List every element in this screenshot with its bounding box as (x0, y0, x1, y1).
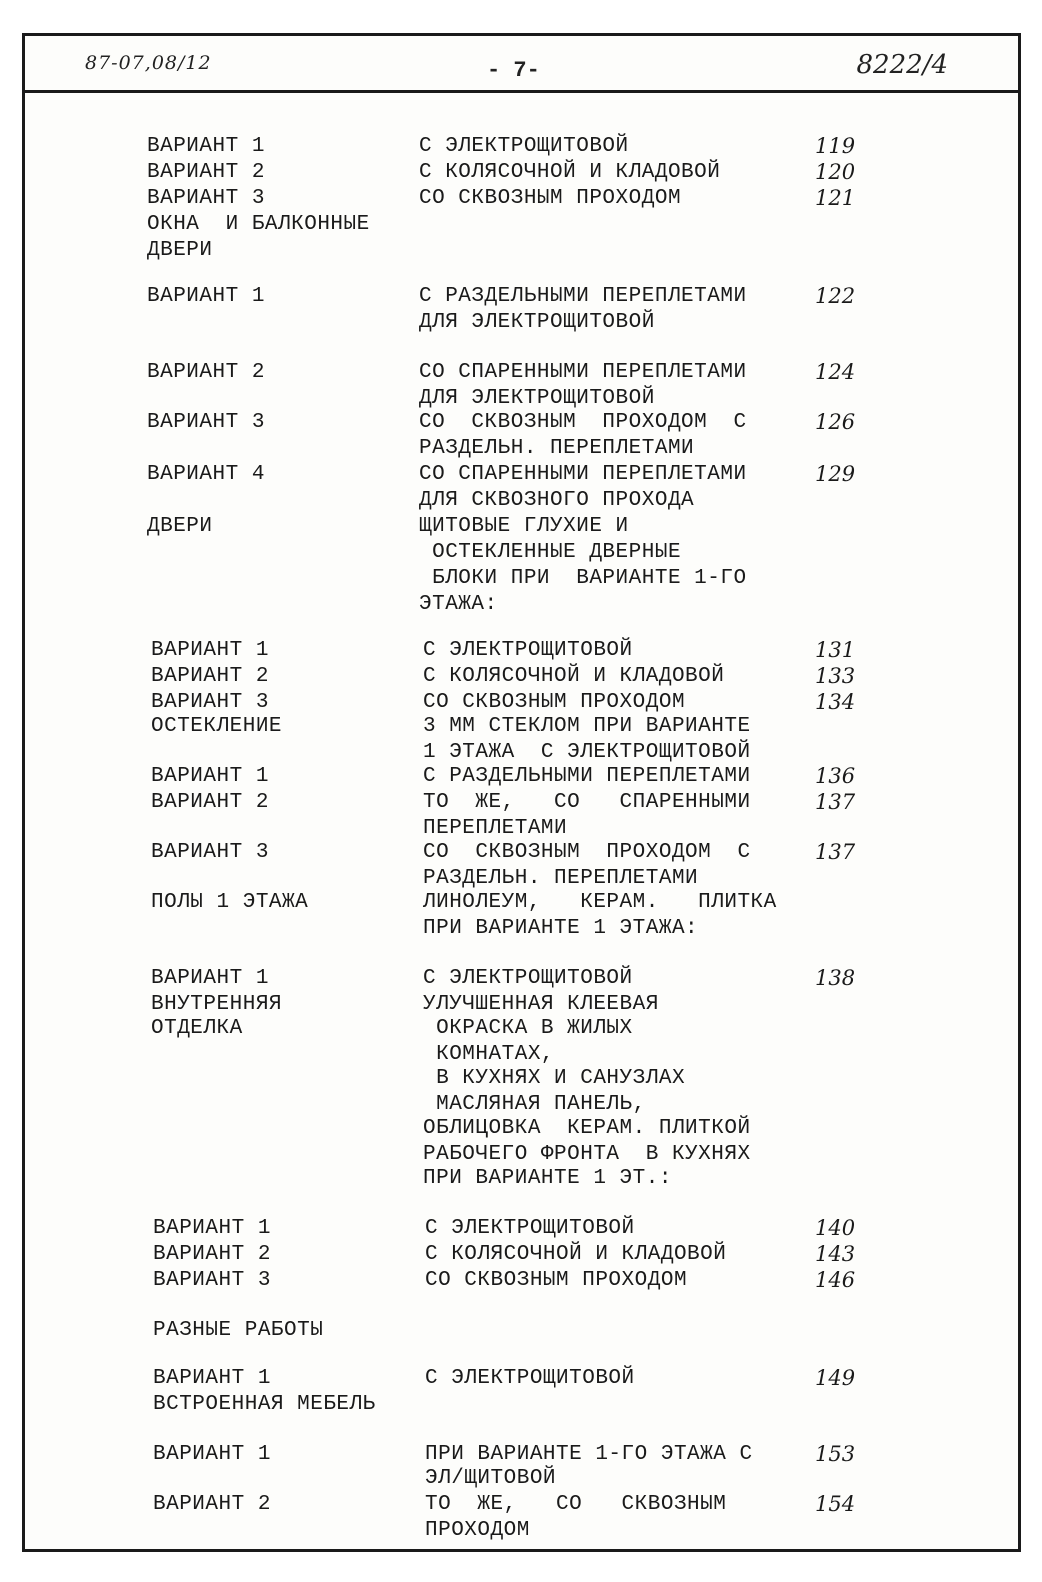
entry-label: ВАРИАНТ 1 (153, 1217, 271, 1240)
entry-label: ОКНА И БАЛКОННЫЕ (147, 213, 370, 236)
entry-description: РАБОЧЕГО ФРОНТА В КУХНЯХ (423, 1143, 751, 1166)
entry-description: ПЕРЕПЛЕТАМИ (423, 817, 568, 840)
entry-description: 1 ЭТАЖА С ЭЛЕКТРОЩИТОВОЙ (423, 741, 751, 764)
entry-description: СО СКВОЗНЫМ ПРОХОДОМ (425, 1269, 688, 1292)
entry-description: ПРИ ВАРИАНТЕ 1 ЭТ.: (423, 1167, 672, 1190)
entry-page-number: 133 (815, 664, 856, 688)
entry-page-number: 134 (815, 690, 856, 714)
entry-description: СО СПАРЕННЫМИ ПЕРЕПЛЕТАМИ (419, 361, 747, 384)
document-code: 87-07,08/12 (85, 52, 212, 74)
entry-label: ВАРИАНТ 3 (151, 691, 269, 714)
entry-description: УЛУЧШЕННАЯ КЛЕЕВАЯ (423, 993, 659, 1016)
entry-label: ВНУТРЕННЯЯ (151, 993, 283, 1016)
entry-label: ВАРИАНТ 3 (151, 841, 269, 864)
entry-page-number: 126 (815, 410, 856, 434)
entry-description: СО СКВОЗНЫМ ПРОХОДОМ С (423, 841, 751, 864)
entry-description: С КОЛЯСОЧНОЙ И КЛАДОВОЙ (419, 161, 721, 184)
entry-description: В КУХНЯХ И САНУЗЛАХ (423, 1067, 686, 1090)
entry-label: ВАРИАНТ 1 (151, 967, 269, 990)
entry-label: ВАРИАНТ 2 (153, 1493, 271, 1516)
header-divider (25, 90, 1018, 93)
entry-description: С РАЗДЕЛЬНЫМИ ПЕРЕПЛЕТАМИ (423, 765, 751, 788)
entry-description: С ЭЛЕКТРОЩИТОВОЙ (425, 1217, 635, 1240)
page-number: - 7- (487, 58, 540, 83)
entry-description: СО СКВОЗНЫМ ПРОХОДОМ С (419, 411, 747, 434)
entry-page-number: 119 (815, 134, 856, 158)
entry-description: ПРИ ВАРИАНТЕ 1-ГО ЭТАЖА С (425, 1443, 753, 1466)
entry-description: ОСТЕКЛЕННЫЕ ДВЕРНЫЕ (419, 541, 682, 564)
entry-description: ЩИТОВЫЕ ГЛУХИЕ И (419, 515, 629, 538)
entry-page-number: 137 (815, 840, 856, 864)
entry-description: ПРИ ВАРИАНТЕ 1 ЭТАЖА: (423, 917, 699, 940)
entry-label: ДВЕРИ (147, 239, 213, 262)
entry-label: ВАРИАНТ 1 (151, 765, 269, 788)
entry-description: С ЭЛЕКТРОЩИТОВОЙ (419, 135, 629, 158)
entry-label: ВАРИАНТ 2 (153, 1243, 271, 1266)
entry-label: ОСТЕКЛЕНИЕ (151, 715, 283, 738)
entry-label: ВАРИАНТ 2 (147, 361, 265, 384)
entry-description: РАЗДЕЛЬН. ПЕРЕПЛЕТАМИ (419, 437, 695, 460)
entry-label: ВАРИАНТ 2 (147, 161, 265, 184)
entry-description: ДЛЯ ЭЛЕКТРОЩИТОВОЙ (419, 311, 655, 334)
entry-page-number: 124 (815, 360, 856, 384)
entry-page-number: 149 (815, 1366, 856, 1390)
entry-description: ЛИНОЛЕУМ, КЕРАМ. ПЛИТКА (423, 891, 777, 914)
entry-description: С КОЛЯСОЧНОЙ И КЛАДОВОЙ (425, 1243, 727, 1266)
entry-label: ВАРИАНТ 3 (153, 1269, 271, 1292)
entry-description: ОКРАСКА В ЖИЛЫХ (423, 1017, 633, 1040)
entry-label: ВАРИАНТ 3 (147, 411, 265, 434)
entry-label: ВАРИАНТ 2 (151, 791, 269, 814)
entry-label: ВАРИАНТ 1 (147, 285, 265, 308)
entry-description: СО СКВОЗНЫМ ПРОХОДОМ (419, 187, 682, 210)
entry-description: СО СПАРЕННЫМИ ПЕРЕПЛЕТАМИ (419, 463, 747, 486)
entry-label: ВАРИАНТ 4 (147, 463, 265, 486)
entry-label: ОТДЕЛКА (151, 1017, 243, 1040)
entry-description: С ЭЛЕКТРОЩИТОВОЙ (423, 967, 633, 990)
entry-description: ЭТАЖА: (419, 593, 498, 616)
entry-description: МАСЛЯНАЯ ПАНЕЛЬ, (423, 1093, 646, 1116)
entry-description: ТО ЖЕ, СО СКВОЗНЫМ (425, 1493, 727, 1516)
entry-page-number: 153 (815, 1442, 856, 1466)
entry-page-number: 122 (815, 284, 856, 308)
entry-label: РАЗНЫЕ РАБОТЫ (153, 1319, 324, 1342)
entry-page-number: 121 (815, 186, 856, 210)
entry-page-number: 137 (815, 790, 856, 814)
entry-description: ЭЛ/ЩИТОВОЙ (425, 1467, 557, 1490)
entry-description: РАЗДЕЛЬН. ПЕРЕПЛЕТАМИ (423, 867, 699, 890)
entry-description: ДЛЯ ЭЛЕКТРОЩИТОВОЙ (419, 387, 655, 410)
entry-page-number: 131 (815, 638, 856, 662)
entry-label: ПОЛЫ 1 ЭТАЖА (151, 891, 309, 914)
entry-page-number: 120 (815, 160, 856, 184)
entry-description: СО СКВОЗНЫМ ПРОХОДОМ (423, 691, 686, 714)
entry-page-number: 140 (815, 1216, 856, 1240)
entry-label: ВАРИАНТ 1 (147, 135, 265, 158)
entry-label: ВАРИАНТ 1 (153, 1367, 271, 1390)
entry-description: ДЛЯ СКВОЗНОГО ПРОХОДА (419, 489, 695, 512)
entry-label: ДВЕРИ (147, 515, 213, 538)
entry-description: 3 ММ СТЕКЛОМ ПРИ ВАРИАНТЕ (423, 715, 751, 738)
entry-description: КОМНАТАХ, (423, 1043, 555, 1066)
entry-page-number: 143 (815, 1242, 856, 1266)
document-number: 8222/4 (856, 50, 948, 80)
entry-description: С ЭЛЕКТРОЩИТОВОЙ (423, 639, 633, 662)
entry-label: ВАРИАНТ 3 (147, 187, 265, 210)
entry-description: С РАЗДЕЛЬНЫМИ ПЕРЕПЛЕТАМИ (419, 285, 747, 308)
entry-description: ПРОХОДОМ (425, 1519, 530, 1542)
entry-page-number: 129 (815, 462, 856, 486)
entry-label: ВАРИАНТ 2 (151, 665, 269, 688)
entry-page-number: 154 (815, 1492, 856, 1516)
entry-label: ВАРИАНТ 1 (151, 639, 269, 662)
entry-description: С КОЛЯСОЧНОЙ И КЛАДОВОЙ (423, 665, 725, 688)
entry-label: ВСТРОЕННАЯ МЕБЕЛЬ (153, 1393, 376, 1416)
entry-page-number: 138 (815, 966, 856, 990)
entry-label: ВАРИАНТ 1 (153, 1443, 271, 1466)
entry-page-number: 136 (815, 764, 856, 788)
entry-description: ОБЛИЦОВКА КЕРАМ. ПЛИТКОЙ (423, 1117, 751, 1140)
entry-page-number: 146 (815, 1268, 856, 1292)
document-page (22, 33, 1021, 1552)
entry-description: БЛОКИ ПРИ ВАРИАНТЕ 1-ГО (419, 567, 747, 590)
entry-description: С ЭЛЕКТРОЩИТОВОЙ (425, 1367, 635, 1390)
entry-description: ТО ЖЕ, СО СПАРЕННЫМИ (423, 791, 751, 814)
